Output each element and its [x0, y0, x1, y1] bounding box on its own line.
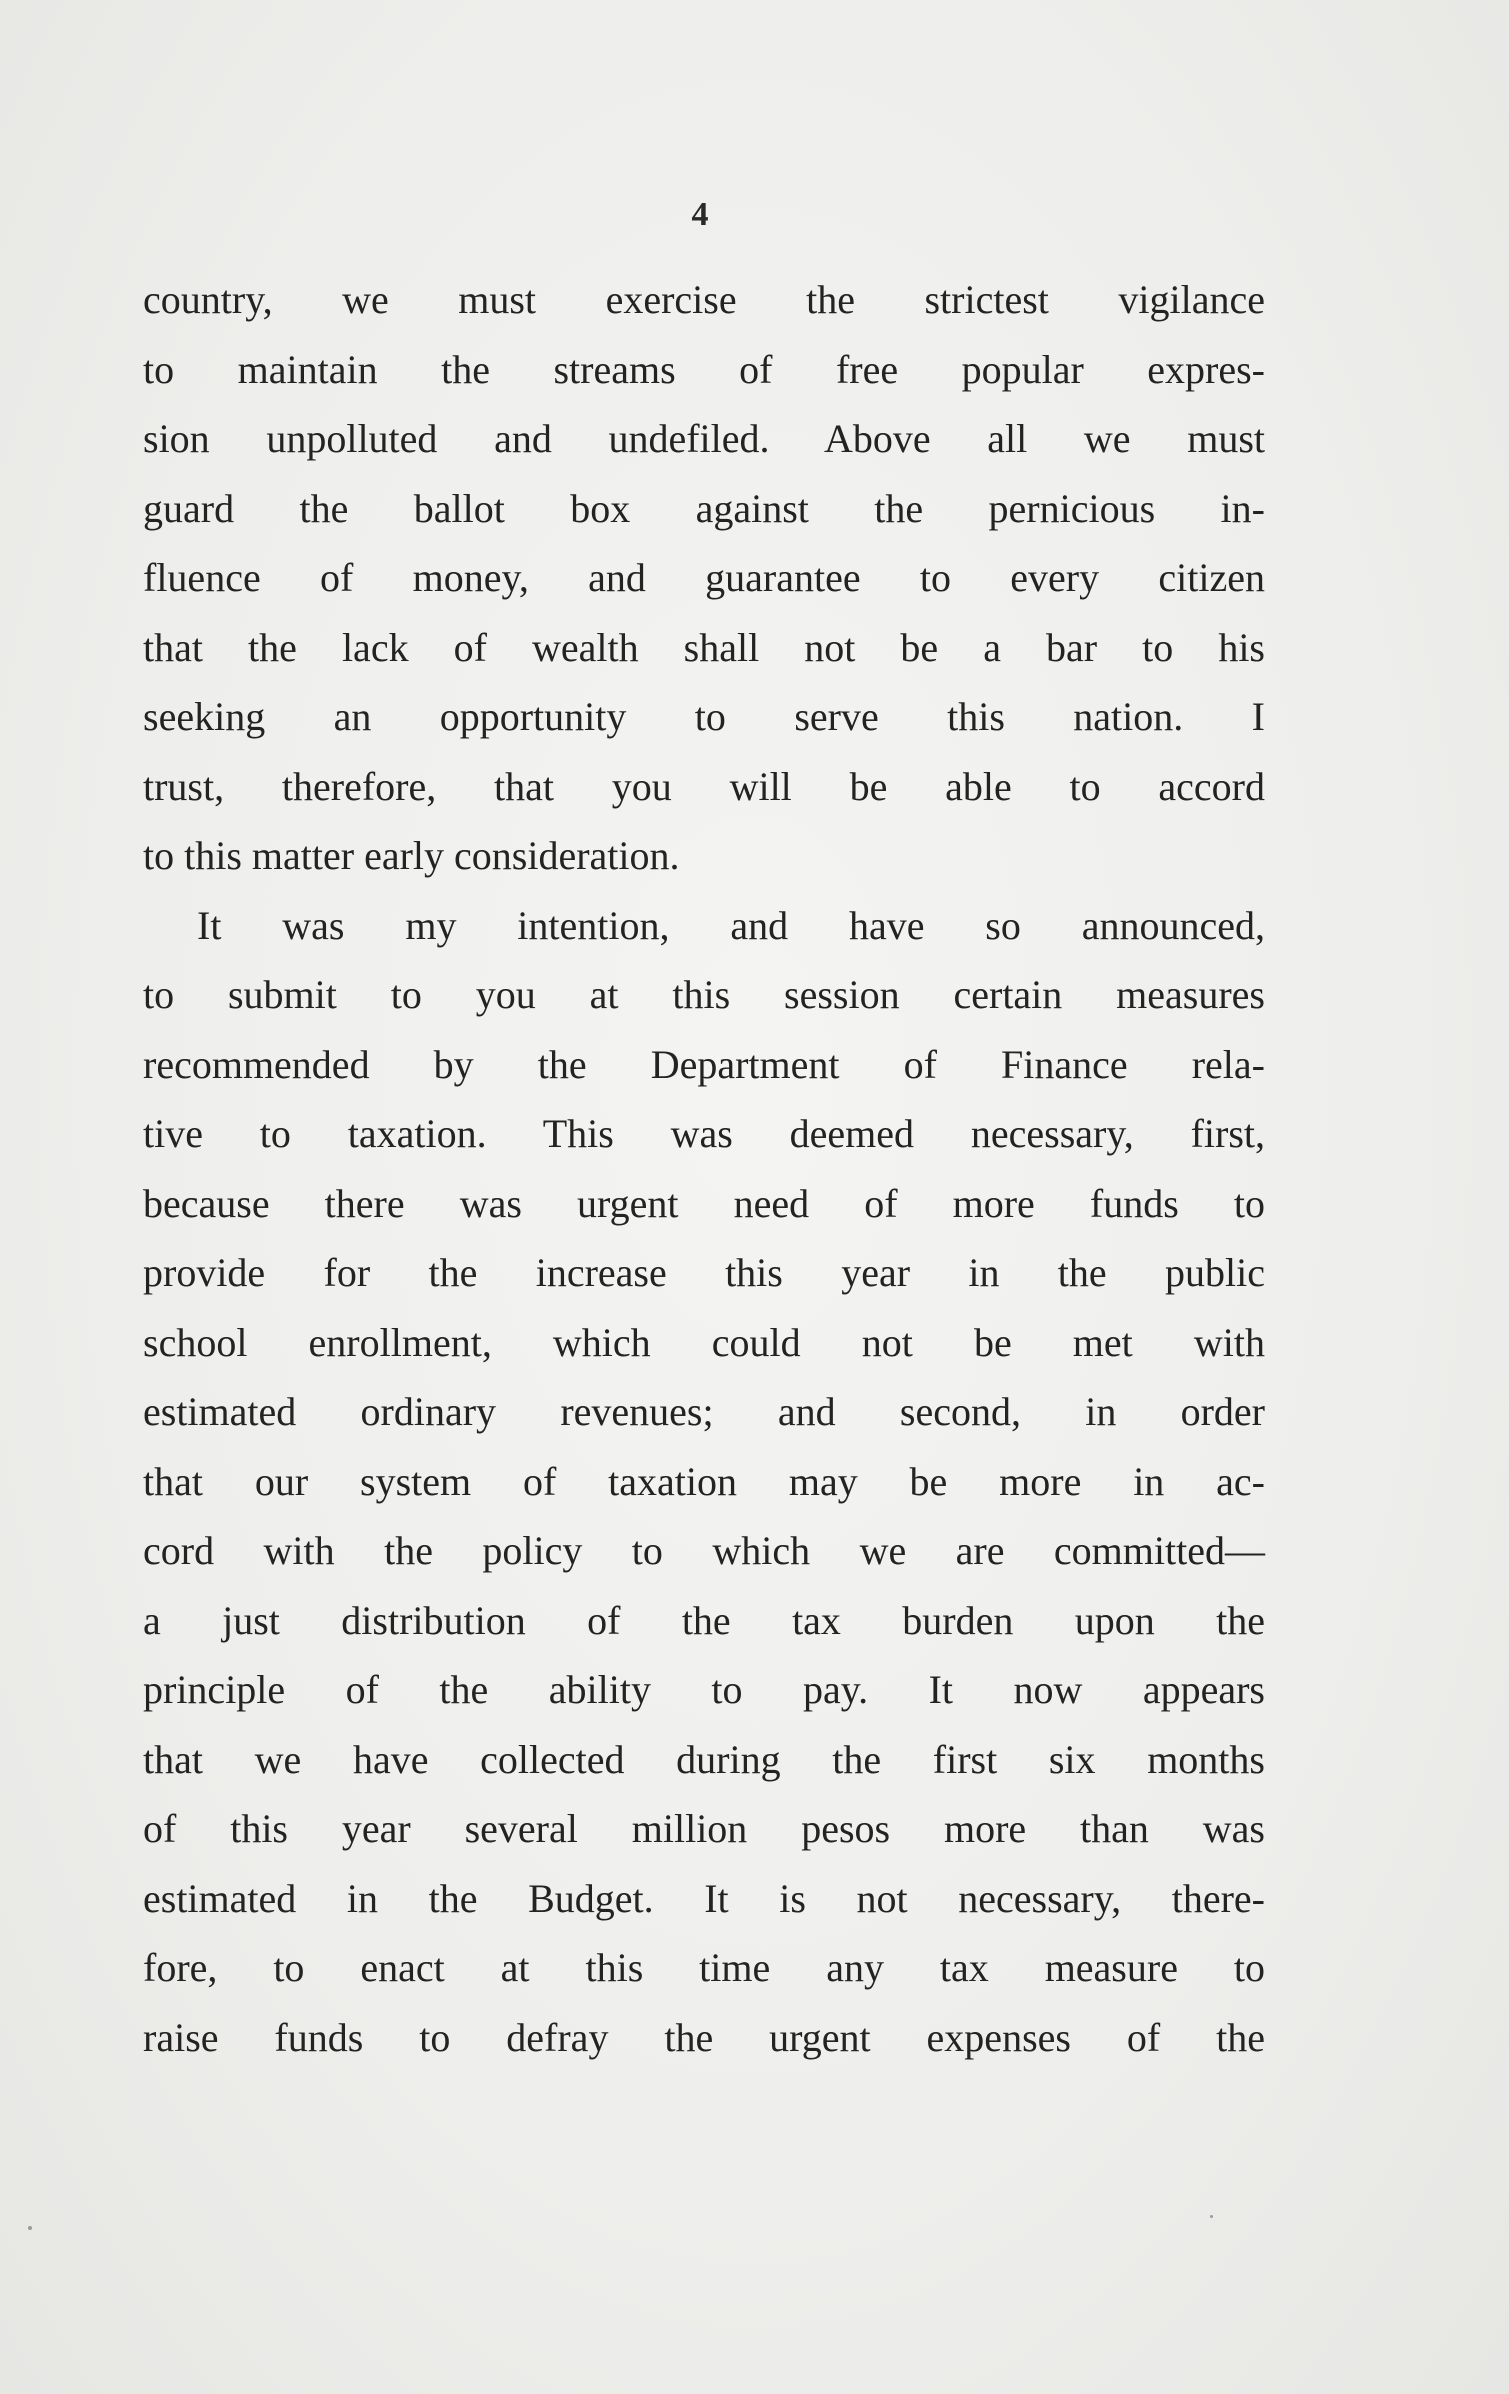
text-line: that we have collected during the first six months [143, 1736, 1265, 1782]
text-line: recommended by the Department of Finance rela- [143, 1041, 1265, 1087]
text-line: fore, to enact at this time any tax measure to [143, 1945, 1265, 1990]
page-number: 4 [691, 196, 709, 233]
text-line: school enrollment, which could not be met with [143, 1319, 1265, 1365]
paragraph-1 [143, 265, 1265, 891]
text-line: estimated ordinary revenues; and second, in order [143, 1389, 1265, 1434]
text-line: to this matter early consideration. [143, 833, 680, 878]
text-line: tive to taxation. This was deemed necessary, first, [143, 1111, 1265, 1156]
text-line: that our system of taxation may be more in ac- [143, 1458, 1265, 1504]
text-line: to submit to you at this session certain measures [143, 972, 1265, 1017]
text-line: estimated in the Budget. It is not necessary, there- [143, 1875, 1265, 1921]
text-line: fluence of money, and guarantee to every citizen [143, 555, 1265, 600]
paper-speck [1210, 2215, 1213, 2218]
text-line: country, we must exercise the strictest vigilance [143, 277, 1265, 322]
text-line: a just distribution of the tax burden upon the [143, 1597, 1265, 1643]
text-line: because there was urgent need of more funds to [143, 1180, 1265, 1226]
paragraph-2 [143, 891, 1265, 2073]
paper-speck [28, 2226, 32, 2230]
text-line: sion unpolluted and undefiled. Above all we must [143, 416, 1265, 461]
text-line: seeking an opportunity to serve this nation. I [143, 694, 1265, 739]
text-line: to maintain the streams of free popular expres- [143, 346, 1265, 392]
text-line: of this year several million pesos more than was [143, 1806, 1265, 1851]
text-line: It was my intention, and have so announced, [197, 902, 1265, 948]
text-line: principle of the ability to pay. It now appears [143, 1667, 1265, 1712]
text-line: cord with the policy to which we are committed— [143, 1528, 1265, 1573]
text-line: provide for the increase this year in the public [143, 1250, 1265, 1295]
text-line: raise funds to defray the urgent expenses of the [143, 2014, 1265, 2060]
body-text [143, 265, 1265, 2072]
text-line: that the lack of wealth shall not be a bar to his [143, 624, 1265, 670]
text-line: trust, therefore, that you will be able to accord [143, 763, 1265, 809]
text-line: guard the ballot box against the pernicious in- [143, 485, 1265, 531]
